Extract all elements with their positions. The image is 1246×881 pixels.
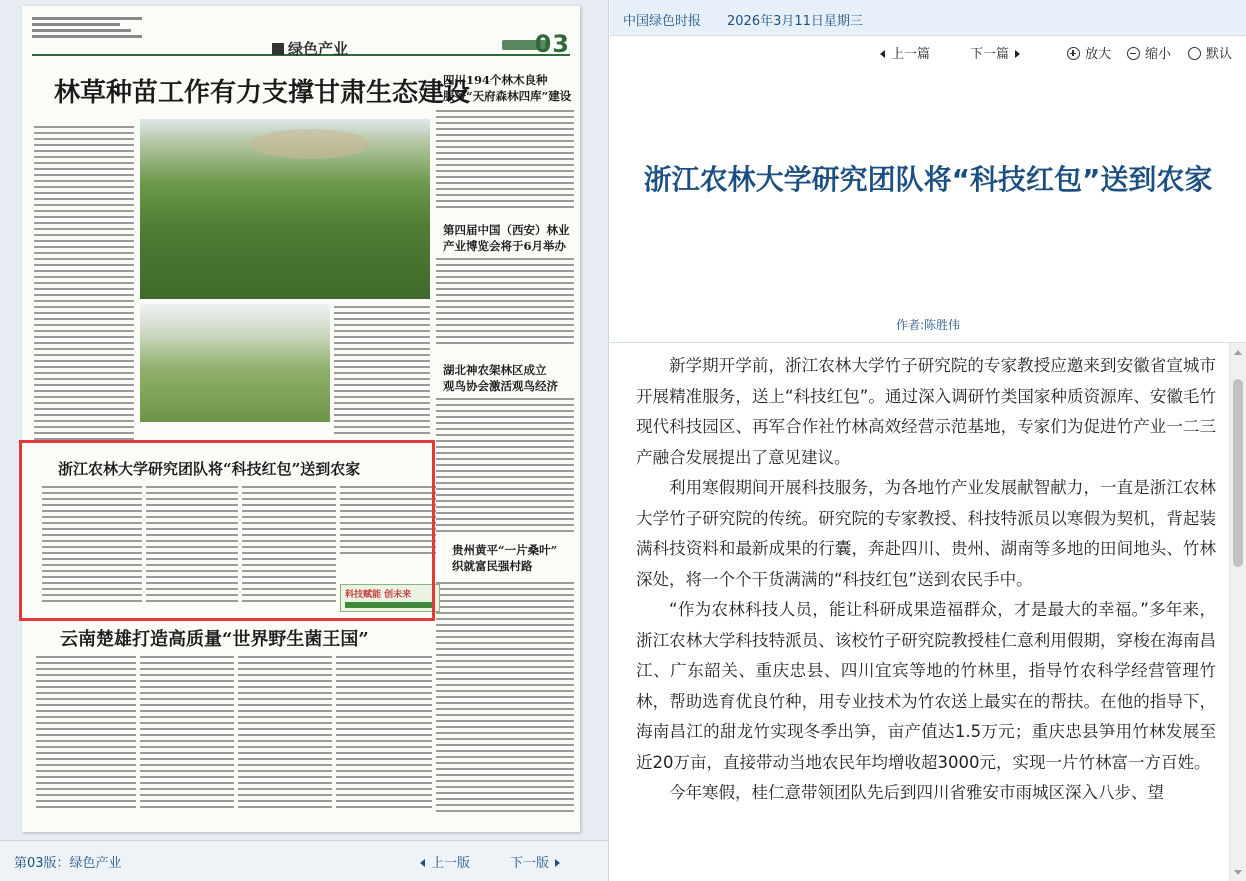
- newspaper-page: [22, 6, 580, 832]
- page-navigation-bar: [0, 840, 608, 881]
- article-paragraph: 利用寒假期间开展科技服务，为各地竹产业发展献智献力，一直是浙江农林大学竹子研究院的传统。研究院的专家教授、科技特派员以寒假为契机，背起装满科技资料和最新成果的行囊，奔赴四川、贵州、湖南等多地的田间地头、竹林深处，将一个个干货满满的“科技红包”送到农民手中。: [636, 478, 1216, 589]
- masthead: [32, 12, 570, 56]
- prev-article-button[interactable]: 上一篇: [880, 43, 930, 62]
- paper-name[interactable]: 中国绿色时报: [623, 14, 702, 29]
- triangle-right-icon: [555, 859, 560, 867]
- zoom-out-button[interactable]: 缩小: [1127, 43, 1171, 62]
- article-text-column: [436, 110, 574, 212]
- radio-circle-icon: [1188, 47, 1201, 60]
- scrollbar-thumb[interactable]: [1233, 379, 1243, 567]
- section-title: 绿色产业: [272, 38, 348, 59]
- scroll-up-icon[interactable]: [1234, 350, 1242, 355]
- article-text-column: [436, 582, 574, 816]
- headline-right-2[interactable]: 第四届中国（西安）林业 产业博览会将于6月举办: [443, 223, 570, 253]
- scroll-down-icon[interactable]: [1234, 870, 1242, 875]
- campaign-logo: 科技赋能 创未来: [340, 584, 440, 612]
- edition-label: 第03版：绿色产业: [14, 856, 122, 871]
- issue-date: 2026年3月11日星期三: [727, 14, 863, 29]
- article-toolbar: [610, 38, 1246, 66]
- zoom-in-button[interactable]: 放大: [1067, 43, 1111, 62]
- article-content: [610, 342, 1246, 881]
- prev-page-button[interactable]: 上一版: [420, 852, 470, 871]
- newspaper-page-viewer: [0, 0, 608, 840]
- article-text-column: [436, 398, 574, 536]
- vertical-scrollbar[interactable]: [1229, 343, 1246, 881]
- masthead-fineprint: [32, 14, 142, 41]
- triangle-left-icon: [880, 50, 885, 58]
- headline-right-1[interactable]: 四川194个林木良种 服务“天府森林四库”建设: [443, 73, 572, 103]
- article-author: 作者:陈胜伟: [895, 318, 961, 332]
- article-paragraph: 今年寒假，桂仁意带领团队先后到四川省雅安市雨城区深入八步、望: [669, 783, 1164, 802]
- article-text-column: [340, 486, 436, 558]
- article-title: 浙江农林大学研究团队将“科技红包”送到农家: [643, 163, 1213, 196]
- article-pane: [610, 0, 1246, 881]
- article-text-column: [238, 656, 332, 812]
- article-text-column: [140, 656, 234, 812]
- article-text-column: [334, 306, 430, 438]
- article-text-column: [146, 486, 238, 606]
- headline-article[interactable]: 浙江农林大学研究团队将“科技红包”送到农家: [58, 460, 361, 478]
- triangle-right-icon: [1015, 50, 1020, 58]
- article-paragraph: “作为农林科技人员，能让科研成果造福群众，才是最大的幸福。”多年来，浙江农林大学科技特派员、该校竹子研究院教授桂仁意利用假期，穿梭在海南昌江、广东韶关、重庆忠县、四川宜宾等地的竹林里，指导竹农科学经营管理竹林，帮助选育优良竹种，用专业技术为竹农送上最实在的帮扶。在他的指导下，海南昌江的甜龙竹实现冬季出笋，亩产值达1.5万元；重庆忠县笋用竹林发展至近20万亩，直接带动当地农民年均增收超3000元，实现一片竹林富一方百姓。: [636, 600, 1216, 772]
- page-number: 03: [534, 30, 570, 58]
- nursery-photo: [140, 304, 330, 422]
- article-text-column: [36, 656, 136, 812]
- headline-main[interactable]: 林草种苗工作有力支撑甘肃生态建设: [54, 78, 471, 108]
- next-page-button[interactable]: 下一版: [510, 852, 560, 871]
- article-text-column: [42, 486, 142, 606]
- article-text-column: [34, 126, 134, 444]
- forest-photo: [140, 119, 430, 299]
- header-bar: [610, 0, 1246, 36]
- article-text-column: [242, 486, 336, 606]
- newspaper-pane: [0, 0, 609, 881]
- headline-right-4[interactable]: 贵州黄平“一片桑叶” 织就富民强村路: [452, 543, 558, 573]
- article-text-column: [336, 656, 432, 812]
- article-paragraph: 新学期开学前，浙江农林大学竹子研究院的专家教授应邀来到安徽省宣城市开展精准服务，送上“科技红包”。通过深入调研竹类国家种质资源库、安徽毛竹现代科技园区、再军合作社竹林高效经营示范基地，专家们为促进竹产业一二三产融合发展提出了意见建议。: [636, 356, 1216, 467]
- next-article-button[interactable]: 下一篇: [970, 43, 1020, 62]
- default-size-button[interactable]: 默认: [1188, 43, 1232, 62]
- zoom-in-icon: [1067, 47, 1080, 60]
- section-logo-icon: [272, 43, 284, 55]
- article-body: [636, 351, 1216, 809]
- triangle-left-icon: [420, 859, 425, 867]
- zoom-out-icon: [1127, 47, 1140, 60]
- headline-bottom[interactable]: 云南楚雄打造高质量“世界野生菌王国”: [60, 629, 369, 650]
- headline-right-3[interactable]: 湖北神农架林区成立 观鸟协会激活观鸟经济: [443, 363, 558, 393]
- article-text-column: [436, 258, 574, 348]
